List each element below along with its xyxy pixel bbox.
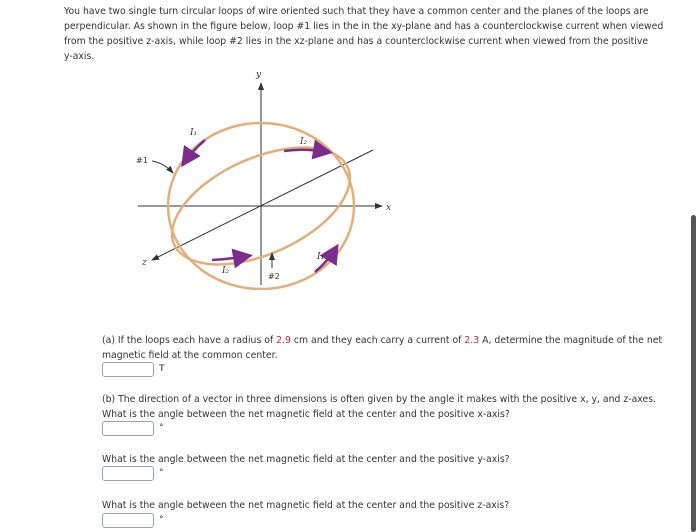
- current-arrow-1-top: [184, 140, 205, 163]
- part-a-line-2: magnetic field at the common center.: [102, 350, 278, 361]
- z-axis-label: z: [142, 258, 147, 268]
- part-a-text-after: A, determine the magnitude of the net: [479, 335, 663, 346]
- part-a-question: [102, 333, 682, 363]
- part-a-text-mid: cm and they each carry a current of: [290, 335, 465, 346]
- part-d-unit: °: [159, 515, 164, 525]
- intro-line-3: from the positive z-axis, while loop #2 lies in the xz-plane and has a counterclockwise current when viewed from the positive: [64, 36, 649, 47]
- current-2-label-top: I₂: [300, 137, 308, 147]
- loop-1-pointer: [152, 161, 173, 173]
- part-c-answer-row: [102, 466, 164, 481]
- loops-diagram: [130, 65, 400, 290]
- part-c-unit: °: [159, 468, 164, 478]
- part-a-text-before: (a) If the loops each have a radius of: [102, 335, 277, 346]
- intro-line-4: y-axis.: [64, 51, 95, 62]
- part-b-answer-row: [102, 421, 164, 436]
- part-b-unit: °: [159, 423, 164, 433]
- part-b-question: [102, 392, 682, 422]
- part-d-answer-input[interactable]: [102, 513, 154, 528]
- y-axis-label: y: [256, 70, 262, 80]
- part-a-unit: T: [159, 364, 165, 374]
- intro-line-2: perpendicular. As shown in the figure below, loop #1 lies in the in the xy-plane and has a counterclockwise current when viewed: [64, 21, 664, 32]
- loop-1-label: #1: [136, 156, 148, 165]
- part-a-line-1: [102, 333, 682, 348]
- loops-figure: [130, 65, 400, 290]
- current-1-label-top: I₁: [190, 128, 198, 138]
- loop-2-label: #2: [268, 272, 280, 281]
- part-d-question: What is the angle between the net magnetic field at the center and the positive z-axis?: [102, 500, 510, 511]
- part-b-answer-input[interactable]: [102, 421, 154, 436]
- problem-statement: [64, 4, 674, 64]
- current-arrow-2-bottom: [212, 256, 248, 260]
- intro-line-1: You have two single turn circular loops of wire oriented such that they have a common center and the planes of the loops are: [64, 6, 649, 17]
- part-a-answer-row: [102, 362, 165, 377]
- current-arrow-2-top: [284, 150, 328, 152]
- part-c-question: What is the angle between the net magnetic field at the center and the positive y-axis?: [102, 454, 510, 465]
- part-c-answer-input[interactable]: [102, 466, 154, 481]
- part-a-answer-input[interactable]: [102, 362, 154, 377]
- part-b-line-2: What is the angle between the net magnetic field at the center and the positive x-axis?: [102, 409, 510, 420]
- part-b-line-1: (b) The direction of a vector in three dimensions is often given by the angle it makes with the positive x, y, and z-axes.: [102, 394, 657, 405]
- current-2-label-bottom: I₂: [222, 266, 230, 276]
- current-1-label-bottom: I₁: [317, 252, 325, 262]
- scrollbar-thumb[interactable]: [691, 215, 696, 532]
- radius-value: 2.9: [276, 335, 291, 346]
- part-d-answer-row: [102, 513, 164, 528]
- current-value: 2.3: [464, 335, 480, 346]
- x-axis-label: x: [386, 203, 392, 213]
